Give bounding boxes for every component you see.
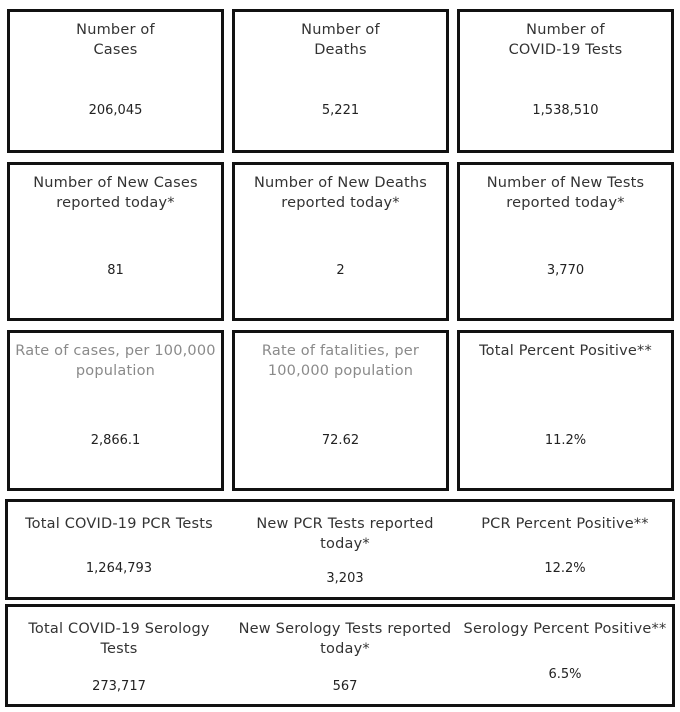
new-deaths-value: 2 (336, 263, 345, 278)
percent-positive-value: 11.2% (544, 433, 587, 448)
pcr-positive-label: PCR Percent Positive** (481, 516, 649, 532)
case-rate-value: 2,866.1 (90, 433, 141, 448)
serology-positive-cell (458, 607, 672, 704)
pcr-total-cell (8, 502, 230, 597)
deaths-label: Number of Deaths (301, 22, 380, 58)
percent-positive-label: Total Percent Positive** (479, 343, 652, 359)
serology-total-cell (8, 607, 230, 704)
tests-value: 1,538,510 (532, 103, 599, 118)
serology-new-label: New Serology Tests reported today* (238, 621, 452, 657)
new-deaths-label: Number of New Deaths reported today* (253, 175, 428, 211)
fatality-rate-card (232, 330, 449, 491)
pcr-positive-cell (458, 502, 672, 597)
fatality-rate-label: Rate of fatalities, per 100,000 population (261, 343, 420, 379)
fatality-rate-value: 72.62 (321, 433, 360, 448)
new-cases-card (7, 162, 224, 321)
pcr-total-value: 1,264,793 (85, 561, 153, 576)
pcr-new-cell (234, 502, 456, 597)
serology-total-value: 273,717 (92, 679, 146, 694)
case-rate-card (7, 330, 224, 491)
serology-new-cell (234, 607, 456, 704)
new-cases-label: Number of New Cases reported today* (33, 175, 198, 211)
pcr-panel (5, 499, 675, 600)
new-deaths-card (232, 162, 449, 321)
serology-total-label: Total COVID-19 Serology Tests (28, 621, 210, 657)
new-tests-value: 3,770 (546, 263, 585, 278)
serology-positive-label: Serology Percent Positive** (463, 621, 667, 637)
serology-positive-value: 6.5% (548, 667, 582, 682)
pcr-total-label: Total COVID-19 PCR Tests (25, 516, 213, 532)
deaths-value: 5,221 (321, 103, 360, 118)
tests-card (457, 9, 674, 153)
pcr-positive-value: 12.2% (544, 561, 586, 576)
pcr-new-value: 3,203 (326, 571, 364, 586)
serology-new-value: 567 (332, 679, 358, 694)
percent-positive-card (457, 330, 674, 491)
deaths-card (232, 9, 449, 153)
case-rate-label: Rate of cases, per 100,000 population (15, 343, 216, 379)
new-tests-card (457, 162, 674, 321)
cases-card (7, 9, 224, 153)
cases-value: 206,045 (88, 103, 143, 118)
serology-panel (5, 604, 675, 707)
tests-label: Number of COVID-19 Tests (508, 22, 623, 58)
cases-label: Number of Cases (76, 22, 155, 58)
new-cases-value: 81 (107, 263, 124, 278)
new-tests-label: Number of New Tests reported today* (486, 175, 645, 211)
pcr-new-label: New PCR Tests reported today* (256, 516, 434, 552)
